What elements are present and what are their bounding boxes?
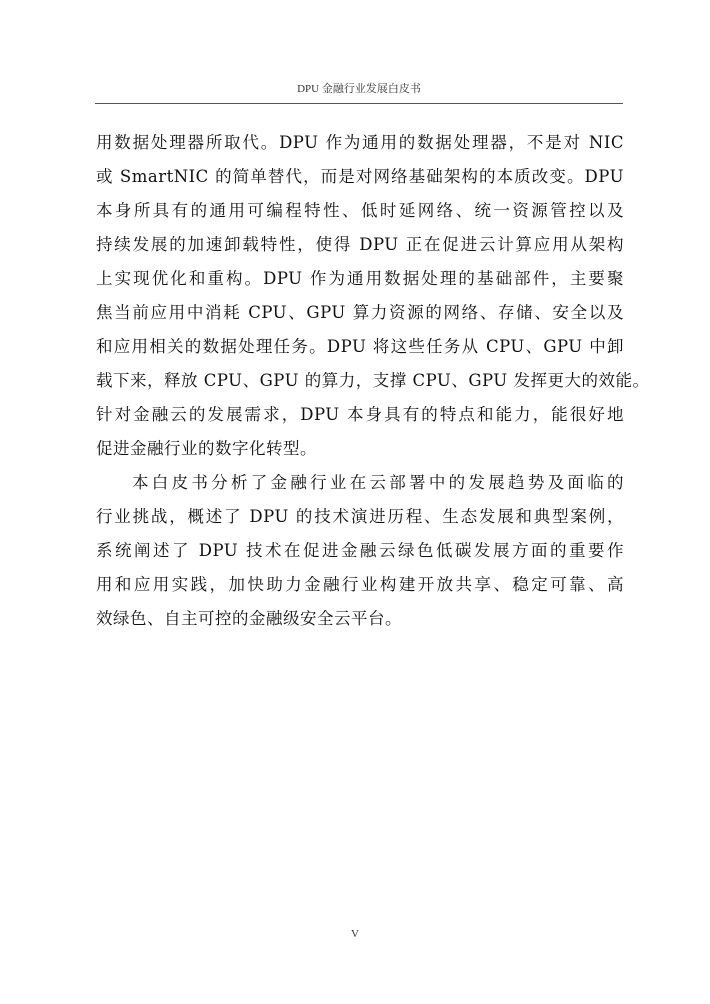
text-line: 载下来，释放 CPU、GPU 的算力，支撑 CPU、GPU 发挥更大的效能。 [96, 371, 650, 390]
text-line: 本身所具有的通用可编程特性、低时延网络、统一资源管控以及 [96, 201, 624, 220]
text-line: 焦当前应用中消耗 CPU、GPU 算力资源的网络、存储、安全以及 [96, 303, 624, 322]
text-line: 效绿色、自主可控的金融级安全云平台。 [96, 609, 402, 628]
text-line: 本白皮书分析了金融行业在云部署中的发展趋势及面临的 [132, 473, 624, 492]
text-line: 针对金融云的发展需求，DPU 本身具有的特点和能力，能很好地 [96, 405, 624, 424]
text-line: 行业挑战，概述了 DPU 的技术演进历程、生态发展和典型案例， [96, 507, 624, 526]
text-line: 促进金融行业的数字化转型。 [96, 439, 317, 458]
text-line: 用数据处理器所取代。DPU 作为通用的数据处理器，不是对 NIC [96, 133, 624, 152]
text-line: 系统阐述了 DPU 技术在促进金融云绿色低碳发展方面的重要作 [96, 541, 624, 560]
running-header: DPU 金融行业发展白皮书 [297, 83, 421, 95]
text-line: 和应用相关的数据处理任务。DPU 将这些任务从 CPU、GPU 中卸 [96, 337, 624, 356]
page-number: V [351, 928, 359, 940]
text-line: 或 SmartNIC 的简单替代，而是对网络基础架构的本质改变。DPU [96, 167, 624, 186]
text-line: 持续发展的加速卸载特性，使得 DPU 正在促进云计算应用从架构 [96, 235, 624, 254]
paragraph-dpu-role [96, 126, 650, 466]
text-line: 上实现优化和重构。DPU 作为通用数据处理的基础部件，主要聚 [96, 269, 624, 288]
paragraph-whitepaper-summary [96, 466, 624, 636]
text-line: 用和应用实践，加快助力金融行业构建开放共享、稳定可靠、高 [96, 575, 624, 594]
body-text [96, 126, 650, 636]
header-divider [95, 103, 623, 104]
